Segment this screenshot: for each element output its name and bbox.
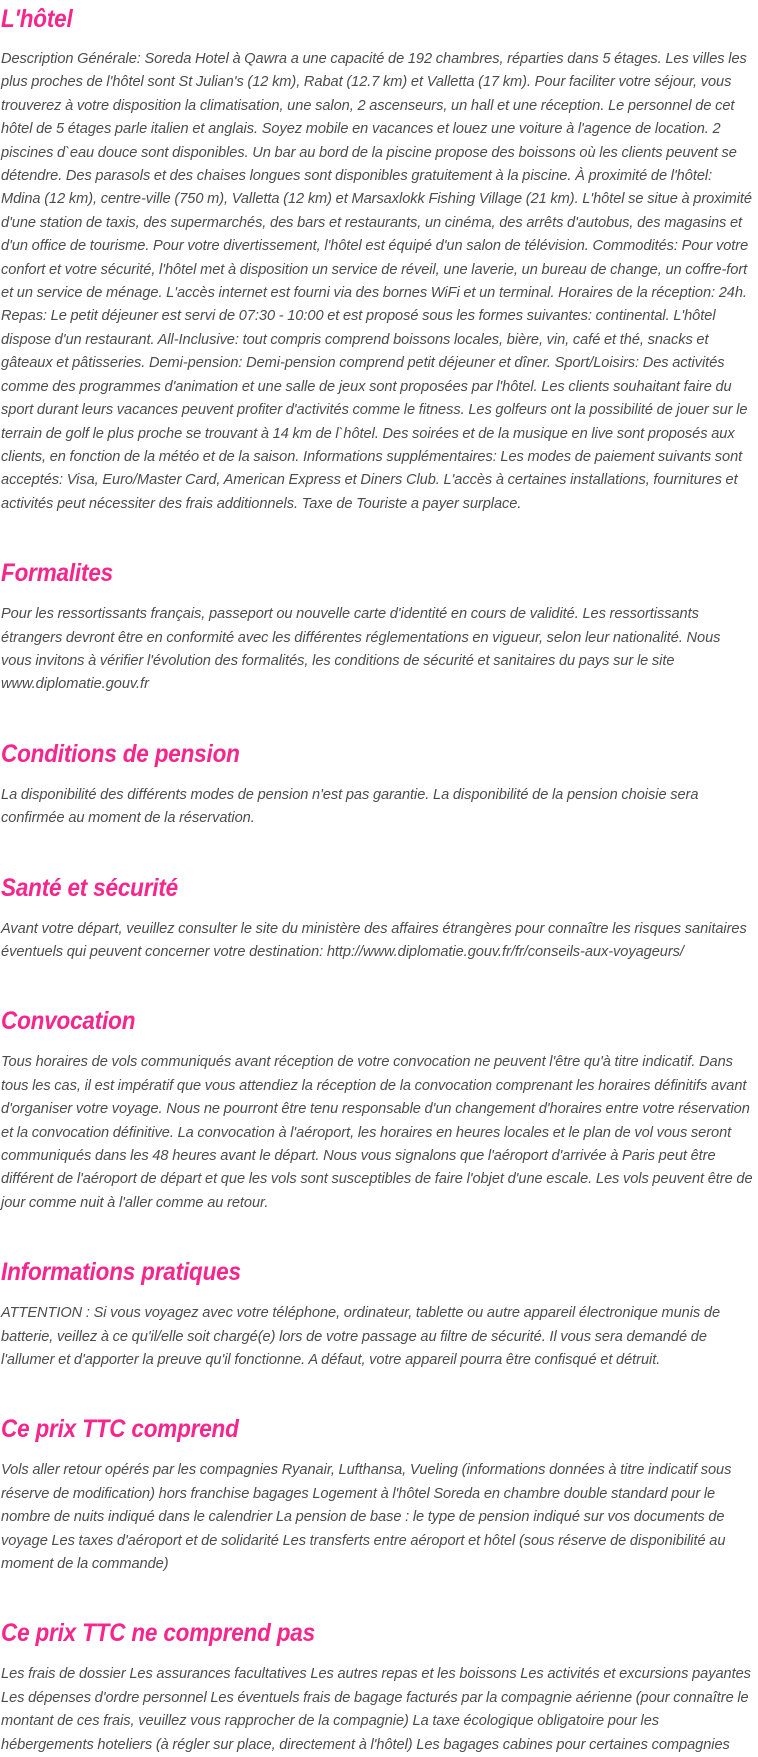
spacer	[1, 588, 754, 603]
spacer	[1, 964, 754, 1006]
section-body-ce-prix-ttc-ne-comprend-pas: Les frais de dossier Les assurances facultatives Les autres repas et les boissons Les activités et excursions payantes Les dépenses d'ordre personnel Les éventuels frais de bagage facturés par la compagnie aérienne (pour connaître le montant de ces frais, veuillez vous rapprocher de la compagnie) La taxe écologique obligatoire pour les hébergements hoteliers (à régler sur place, directement à l'hôtel) Les bagages cabines pour certaines compagnies	[1, 1666, 751, 1753]
section-formalites	[1, 516, 754, 697]
section-body-sante-et-securite: Avant votre départ, veuillez consulter le site du ministère des affaires étrangères pour connaître les risques sanitaires éventuels qui peuvent concerner votre destination: http://www.diplomatie.gouv.fr/fr/conseils-aux-voyageurs/	[1, 920, 747, 960]
section-heading-informations-pratiques: Informations pratiques	[1, 1258, 241, 1287]
section-ce-prix-ttc-ne-comprend-pas	[1, 1576, 754, 1757]
spacer	[1, 1215, 754, 1257]
section-body-formalites: Pour les ressortissants français, passeport ou nouvelle carte d'identité en cours de validité. Les ressortissants étrangers devront être en conformité avec les différentes réglementations en vigueur, selon leur nationalité. Nous vous invitons à vérifier l'évolution des formalités, les conditions de sécurité et sanitaires du pays sur le site www.diplomatie.gouv.fr	[1, 606, 721, 693]
spacer	[1, 1036, 754, 1051]
section-heading-conditions-de-pension: Conditions de pension	[1, 739, 240, 768]
section-body-convocation: Tous horaires de vols communiqués avant réception de votre convocation ne peuvent l'être qu'à titre indicatif. Dans tous les cas, il est impératif que vous attendiez la réception de la convocation comprenant les horaires définitifs avant d'organiser votre voyage. Nous ne pourront être tenu responsable d'un changement d'horaires entre votre réservation et la convocation définitive. La convocation à l'aéroport, les horaires en heures locales et le plan de vol vous seront communiqués dans les 48 heures avant le départ. Nous vous signalons que l'aéroport d'arrivée à Paris peut être différent de l'aéroport de départ et que les vols sont susceptibles de faire l'objet d'une escale. Les vols peuvent être de jour comme nuit à l'aller comme au retour.	[1, 1054, 753, 1211]
section-heading-convocation: Convocation	[1, 1007, 136, 1036]
section-hotel	[1, 4, 754, 516]
section-body-ce-prix-ttc-comprend: Vols aller retour opérés par les compagnies Ryanair, Lufthansa, Vueling (informations données à titre indicatif sous réserve de modification) hors franchise bagages Logement à l'hôtel Soreda en chambre double standard pour le nombre de nuits indiqué dans le calendrier La pension de base : le type de pension indiqué sur vos documents de voyage Les taxes d'aéroport et de solidarité Les transferts entre aéroport et hôtel (sous réserve de disponibilité au moment de la commande)	[1, 1462, 732, 1573]
spacer	[1, 1372, 754, 1414]
spacer	[1, 1444, 754, 1459]
section-heading-hotel: L'hôtel	[1, 5, 73, 33]
section-informations-pratiques	[1, 1215, 754, 1372]
spacer	[1, 1648, 754, 1663]
section-heading-ce-prix-ttc-ne-comprend-pas: Ce prix TTC ne comprend pas	[1, 1619, 315, 1648]
section-heading-ce-prix-ttc-comprend: Ce prix TTC comprend	[1, 1415, 239, 1444]
section-heading-formalites: Formalites	[1, 559, 113, 588]
spacer	[1, 516, 754, 558]
section-conditions-de-pension	[1, 697, 754, 831]
section-sante-et-securite	[1, 831, 754, 965]
spacer	[1, 1576, 754, 1618]
section-body-informations-pratiques: ATTENTION : Si vous voyagez avec votre téléphone, ordinateur, tablette ou autre appareil électronique munis de batterie, veillez à ce qu'il/elle soit chargé(e) lors de votre passage au filtre de sécurité. Il vous sera demandé de l'allumer et d'apporter la preuve qu'il fonctionne. A défaut, votre appareil pourra être confisqué et détruit.	[1, 1305, 721, 1369]
spacer	[1, 34, 754, 48]
section-heading-sante-et-securite: Santé et sécurité	[1, 873, 179, 902]
spacer	[1, 769, 754, 784]
spacer	[1, 831, 754, 873]
spacer	[1, 903, 754, 918]
section-body-conditions-de-pension: La disponibilité des différents modes de pension n'est pas garantie. La disponibilité de la pension choisie sera confirmée au moment de la réservation.	[1, 786, 699, 827]
section-convocation	[1, 964, 754, 1215]
section-ce-prix-ttc-comprend	[1, 1372, 754, 1576]
spacer	[1, 1287, 754, 1302]
section-body-hotel: Description Générale: Soreda Hotel à Qawra a une capacité de 192 chambres, réparties dans 5 étages. Les villes les plus proches de l'hôtel sont St Julian's (12 km), Rabat (12.7 km) et Valletta (17 km). Pour faciliter votre séjour, vous trouverez à votre disposition la climatisation, une salon, 2 ascenseurs, un hall et une réception. Le personnel de cet hôtel de 5 étages parle italien et anglais. Soyez mobile en vacances et louez une voiture à l'agence de location. 2 piscines d`eau douce sont disponibles. Un bar au bord de la piscine propose des boissons où les clients peuvent se détendre. Des parasols et des chaises longues sont disponibles gratuitement à la piscine. À proximité de l'hôtel: Mdina (12 km), centre-ville (750 m), Valletta (12 km) et Marsaxlokk Fishing Village (21 km). L'hôtel se situe à proximité d'une station de taxis, des supermarchés, des bars et restaurants, un cinéma, des arrêts d'autobus, des magasins et d'un office de tourisme. Pour votre divertissement, l'hôtel est équipé d'un salon de télévision. Commodités: Pour votre confort et votre sécurité, l'hôtel met à disposition un service de réveil, une laverie, un bureau de change, un coffre-fort et un service de ménage. L'accès internet est fourni via des bornes WiFi et un terminal. Horaires de la réception: 24h. Repas: Le petit déjeuner est servi de 07:30 - 10:00 et est proposé sous les formes suivantes: continental. L'hôtel dispose d'un restaurant. All-Inclusive: tout compris comprend boissons locales, bière, vin, café et thé, snacks et gâteaux et pâtisseries. Demi-pension: Demi-pension comprend petit déjeuner et dîner. Sport/Loisirs: Des activités comme des programmes d'animation et une salle de jeux sont proposées par l'hôtel. Les clients souhaitant faire du sport durant leurs vacances peuvent profiter d'activités comme le fitness. Les golfeurs ont la possibilité de jouer sur le terrain de golf le plus proche se trouvant à 14 km de l`hôtel. Des soirées et de la musique en live sont proposés aux clients, en fonction de la météo et de la saison. Informations supplémentaires: Les modes de paiement suivants sont acceptés: Visa, Euro/Master Card, American Express et Diners Club. L'accès à certaines installations, fournitures et activités peut nécessiter des frais additionnels. Taxe de Touriste a payer surplace.	[1, 51, 753, 512]
spacer	[1, 697, 754, 739]
